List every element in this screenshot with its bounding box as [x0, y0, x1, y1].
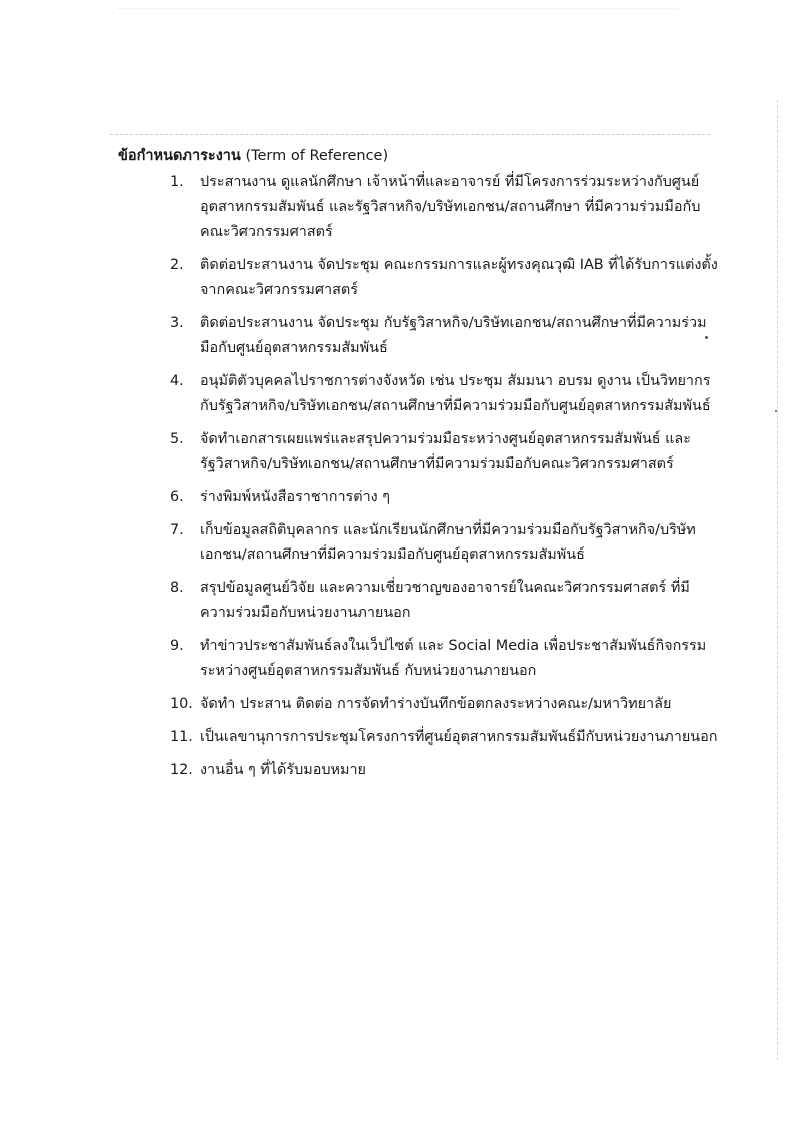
tor-item-number: 7.	[170, 522, 184, 538]
tor-item-text: จัดทำ ประสาน ติดต่อ การจัดทำร่างบันทึกข้อตกลงระหว่างคณะ/มหาวิทยาลัย	[200, 696, 672, 712]
scan-artifact-speck	[775, 410, 777, 412]
tor-item-text: ติดต่อประสานงาน จัดประชุม คณะกรรมการและผู้ทรงคุณวุฒิ IAB ที่ได้รับการแต่งตั้งจากคณะวิศวกรรมศาสตร์	[200, 257, 718, 298]
tor-item-number: 12.	[170, 762, 193, 778]
tor-item-number: 9.	[170, 638, 184, 654]
tor-item	[118, 427, 718, 477]
tor-item	[118, 311, 718, 361]
tor-item-text: อนุมัติตัวบุคคลไปราชการต่างจังหวัด เช่น ประชุม สัมมนา อบรม ดูงาน เป็นวิทยากร กับรัฐวิสาหกิจ/บริษัทเอกชน/สถานศึกษาที่มีความร่วมมือกับศูนย์อุตสาหกรรมสัมพันธ์	[200, 373, 711, 414]
tor-item	[118, 725, 718, 750]
tor-item	[118, 170, 718, 245]
tor-item-number: 5.	[170, 431, 184, 447]
scan-artifact-right-edge	[777, 100, 778, 1060]
tor-list	[118, 170, 718, 783]
tor-item-number: 6.	[170, 489, 184, 505]
tor-item-text: ประสานงาน ดูแลนักศึกษา เจ้าหน้าที่และอาจารย์ ที่มีโครงการร่วมระหว่างกับศูนย์อุตสาหกรรมสัมพันธ์ และรัฐวิสาหกิจ/บริษัทเอกชน/สถานศึกษา ที่มีความร่วมมือกับคณะวิศวกรรมศาสตร์	[200, 174, 701, 240]
tor-heading-thai: ข้อกำหนดภาระงาน	[118, 148, 241, 164]
tor-item-number: 1.	[170, 174, 184, 190]
document-body	[118, 145, 718, 791]
tor-item-text: ทำข่าวประชาสัมพันธ์ลงในเว็ปไซต์ และ Social Media เพื่อประชาสัมพันธ์กิจกรรมระหว่างศูนย์อุตสาหกรรมสัมพันธ์ กับหน่วยงานภายนอก	[200, 638, 707, 679]
tor-heading-english: (Term of Reference)	[245, 148, 389, 164]
tor-item	[118, 369, 718, 419]
tor-item-text: จัดทำเอกสารเผยแพร่และสรุปความร่วมมือระหว่างศูนย์อุตสาหกรรมสัมพันธ์ และรัฐวิสาหกิจ/บริษัทเอกชน/สถานศึกษาที่มีความร่วมมือกับคณะวิศวกรรมศาสตร์	[200, 431, 691, 472]
tor-item-text: ติดต่อประสานงาน จัดประชุม กับรัฐวิสาหกิจ/บริษัทเอกชน/สถานศึกษาที่มีความร่วมมือกับศูนย์อุตสาหกรรมสัมพันธ์	[200, 315, 707, 356]
tor-item-text: งานอื่น ๆ ที่ได้รับมอบหมาย	[200, 762, 366, 778]
scan-artifact-line	[110, 134, 710, 135]
tor-item-number: 3.	[170, 315, 184, 331]
scan-artifact-top-faint	[118, 8, 678, 9]
tor-item-number: 11.	[170, 729, 193, 745]
tor-heading	[118, 145, 718, 167]
tor-item-number: 8.	[170, 580, 184, 596]
tor-item	[118, 518, 718, 568]
tor-item-text: เป็นเลขานุการการประชุมโครงการที่ศูนย์อุตสาหกรรมสัมพันธ์มีกับหน่วยงานภายนอก	[200, 729, 718, 745]
tor-item	[118, 634, 718, 684]
tor-item	[118, 576, 718, 626]
tor-item	[118, 692, 718, 717]
tor-item-text: เก็บข้อมูลสถิติบุคลากร และนักเรียนนักศึกษาที่มีความร่วมมือกับรัฐวิสาหกิจ/บริษัทเอกชน/สถานศึกษาที่มีความร่วมมือกับศูนย์อุตสาหกรรมสัมพันธ์	[200, 522, 696, 563]
tor-item	[118, 485, 718, 510]
tor-item-text: สรุปข้อมูลศูนย์วิจัย และความเชี่ยวชาญของอาจารย์ในคณะวิศวกรรมศาสตร์ ที่มีความร่วมมือกับหน่วยงานภายนอก	[200, 580, 690, 621]
tor-item-number: 2.	[170, 257, 184, 273]
tor-item-text: ร่างพิมพ์หนังสือราชาการต่าง ๆ	[200, 489, 391, 505]
tor-item	[118, 758, 718, 783]
tor-item	[118, 253, 718, 303]
tor-item-number: 10.	[170, 696, 193, 712]
tor-item-number: 4.	[170, 373, 184, 389]
